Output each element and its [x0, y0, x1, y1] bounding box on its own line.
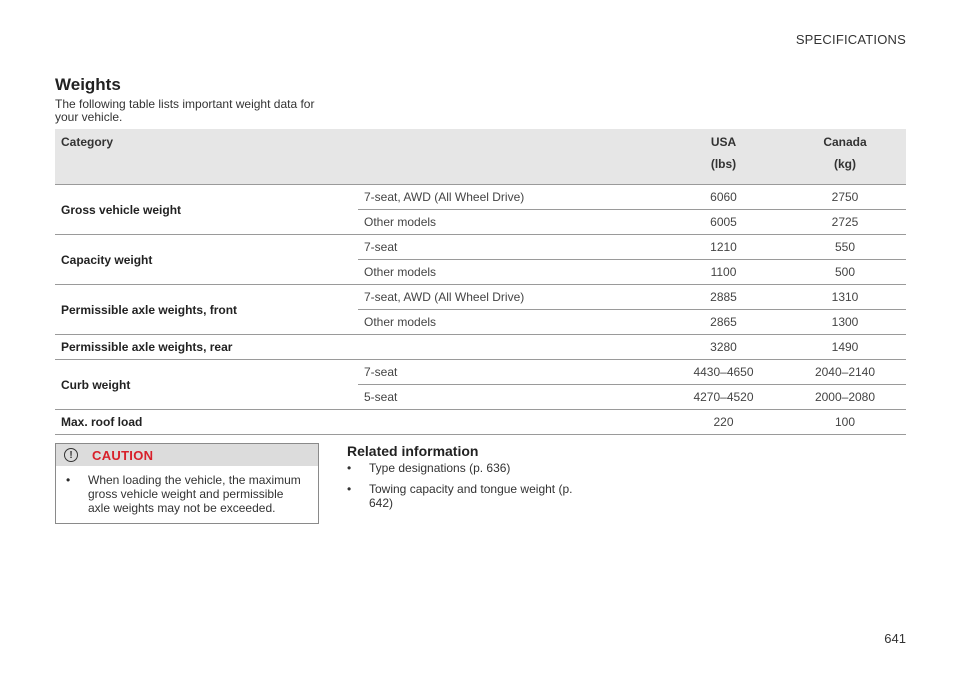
row-canada-value: 1310 — [784, 285, 906, 310]
bullet: • — [347, 482, 352, 496]
row-canada-value: 100 — [784, 410, 906, 435]
row-canada-value: 2750 — [784, 185, 906, 210]
row-usa-value: 1210 — [663, 235, 784, 260]
related-link[interactable]: Type designations (p. 636) — [369, 461, 511, 475]
related-item — [347, 461, 587, 475]
row-category: Permissible axle weights, front — [55, 285, 358, 335]
header-canada-label: Canada — [823, 135, 867, 149]
header-usa-label: USA — [710, 135, 737, 149]
row-model: 7-seat — [358, 360, 663, 385]
header-category: Category — [55, 129, 663, 185]
related-item — [347, 482, 587, 510]
row-category: Capacity weight — [55, 235, 358, 285]
related-link[interactable]: Towing capacity and tongue weight (p. 642) — [369, 482, 573, 510]
caution-header — [56, 444, 318, 466]
row-canada-value: 2000–2080 — [784, 385, 906, 410]
row-usa-value: 4270–4520 — [663, 385, 784, 410]
row-usa-value: 2865 — [663, 310, 784, 335]
table-row — [55, 410, 906, 435]
header-canada — [784, 129, 906, 185]
caution-text: When loading the vehicle, the maximum gross vehicle weight and permissible axle weights may not be exceeded. — [88, 473, 301, 515]
row-model: 7-seat, AWD (All Wheel Drive) — [358, 285, 663, 310]
table-row — [55, 235, 906, 260]
table-header-row — [55, 129, 906, 185]
related-title: Related information — [347, 443, 479, 459]
header-usa — [663, 129, 784, 185]
bullet: • — [347, 461, 352, 475]
row-category: Max. roof load — [55, 410, 663, 435]
row-canada-value: 2725 — [784, 210, 906, 235]
row-usa-value: 2885 — [663, 285, 784, 310]
row-model: 7-seat — [358, 235, 663, 260]
row-usa-value: 1100 — [663, 260, 784, 285]
related-information — [347, 443, 587, 517]
weights-table — [55, 129, 906, 435]
row-usa-value: 4430–4650 — [663, 360, 784, 385]
row-model: 5-seat — [358, 385, 663, 410]
row-model: 7-seat, AWD (All Wheel Drive) — [358, 185, 663, 210]
row-usa-value: 220 — [663, 410, 784, 435]
row-canada-value: 1490 — [784, 335, 906, 360]
row-canada-value: 2040–2140 — [784, 360, 906, 385]
exclamation-circle-icon: ! — [64, 448, 78, 462]
row-usa-value: 6060 — [663, 185, 784, 210]
caution-box — [55, 443, 319, 524]
row-category: Permissible axle weights, rear — [55, 335, 663, 360]
row-canada-value: 1300 — [784, 310, 906, 335]
row-model: Other models — [358, 260, 663, 285]
header-canada-unit: (kg) — [834, 157, 856, 171]
row-usa-value: 3280 — [663, 335, 784, 360]
row-model: Other models — [358, 310, 663, 335]
row-canada-value: 550 — [784, 235, 906, 260]
table-row — [55, 285, 906, 310]
row-usa-value: 6005 — [663, 210, 784, 235]
caution-title: CAUTION — [92, 447, 154, 463]
row-category: Curb weight — [55, 360, 358, 410]
table-row — [55, 335, 906, 360]
running-header: SPECIFICATIONS — [795, 32, 906, 47]
row-canada-value: 500 — [784, 260, 906, 285]
caution-body — [56, 466, 318, 515]
table-row — [55, 360, 906, 385]
intro-text: The following table lists important weight data for your vehicle. — [55, 97, 315, 124]
table-row — [55, 185, 906, 210]
page-number: 641 — [884, 631, 906, 646]
row-model: Other models — [358, 210, 663, 235]
page-title: Weights — [55, 75, 121, 94]
header-usa-unit: (lbs) — [710, 157, 737, 171]
bullet: • — [66, 473, 71, 487]
row-category: Gross vehicle weight — [55, 185, 358, 235]
